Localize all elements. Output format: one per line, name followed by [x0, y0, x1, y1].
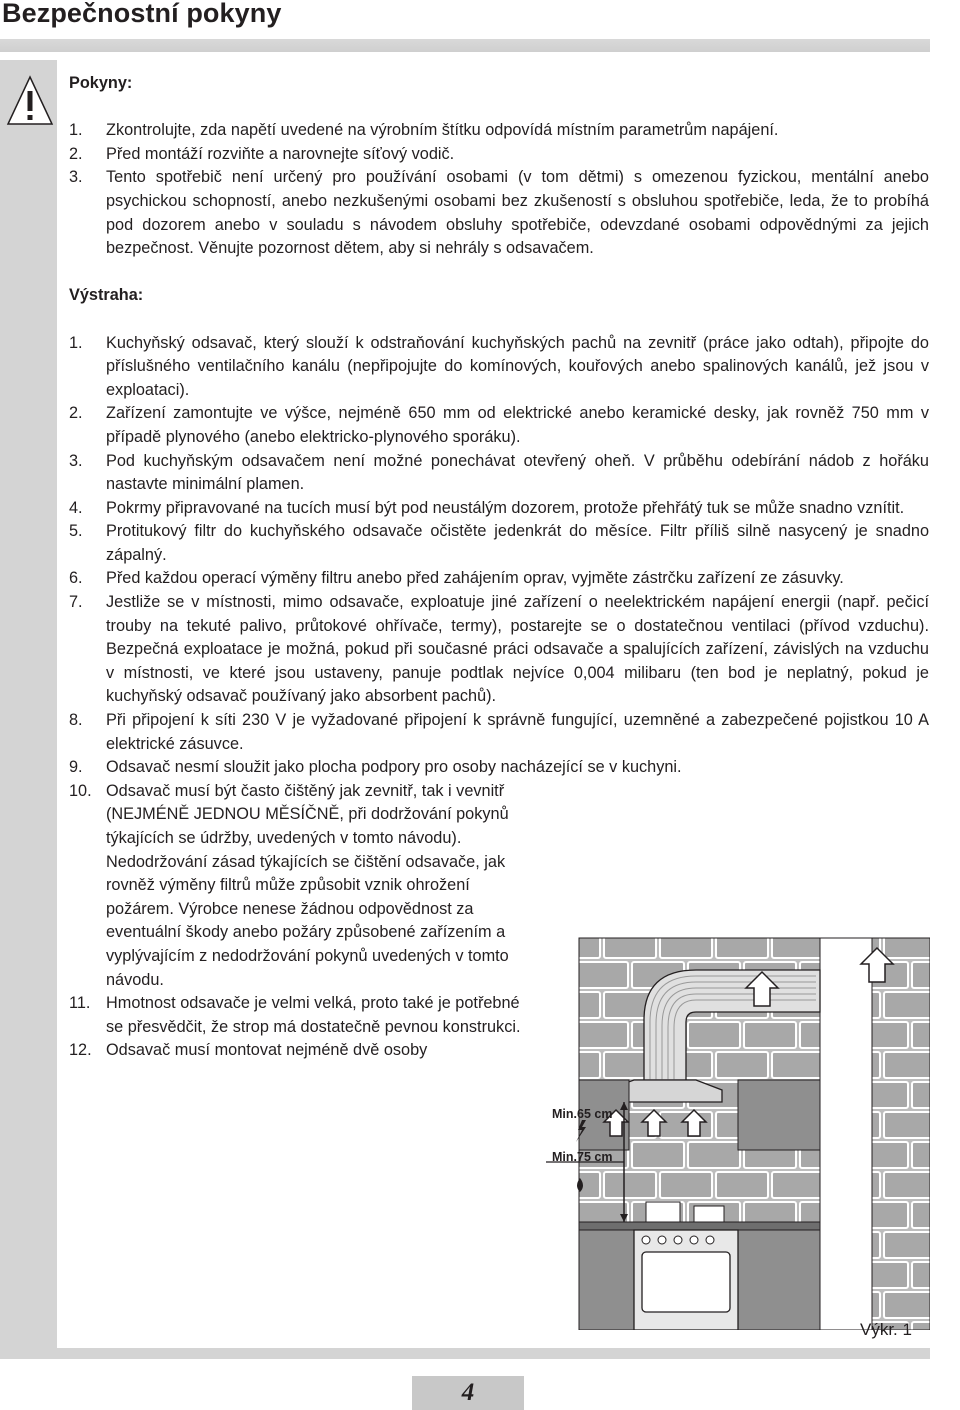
instructions-item: [69, 143, 929, 167]
item-number: 9.: [69, 758, 83, 777]
item-number: 10.: [69, 781, 92, 800]
warnings-item: [69, 756, 929, 780]
instructions-item: [69, 119, 929, 143]
warnings-heading: Výstraha:: [69, 286, 144, 305]
item-text: Pokrmy připravované na tucích musí být pod neustálým dozorem, protože přehřátý tuk se může snadno vznítit.: [106, 498, 905, 517]
label-min-65: Min.65 cm: [552, 1107, 613, 1121]
figure-caption: Výkr. 1: [860, 1320, 912, 1339]
item-number: 3.: [69, 451, 83, 470]
item-text: Odsavač musí montovat nejméně dvě osoby: [106, 1041, 428, 1060]
warnings-item: [69, 402, 929, 449]
page-number: 4: [461, 1379, 475, 1406]
warnings-item: [69, 992, 524, 1039]
item-text: Kuchyňský odsavač, který slouží k odstraňování kuchyňských pachů na zevnitř (práce jako odtah), připojte do příslušného ventilačního kanálu (nepřipojujte do komínových, kouřových anebo spalinových kanálů, jež jsou v exploataci).: [106, 333, 929, 399]
footer-bar: [0, 1348, 930, 1359]
page-title: Bezpečnostní pokyny: [2, 0, 282, 28]
warnings-item: [69, 709, 929, 756]
item-number: 1.: [69, 333, 83, 352]
item-text: Před montáží rozviňte a narovnejte síťový vodič.: [106, 144, 455, 163]
instructions-list: [69, 119, 929, 261]
item-number: 6.: [69, 569, 83, 588]
item-text: Zařízení zamontujte ve výšce, nejméně 650 mm od elektrické anebo keramické desky, jak rovněž 750 mm v případě plynového (anebo elektricko-plynového sporáku).: [106, 404, 929, 446]
side-bar: [0, 60, 57, 1350]
item-number: 7.: [69, 593, 83, 612]
instructions-item: [69, 166, 929, 260]
item-number: 3.: [69, 168, 83, 187]
item-text: Odsavač musí být často čištěný jak zevnitř, tak i vevnitř (NEJMÉNĚ JEDNOU MĚSÍČNĚ, při dodržování pokynů týkajících se údržby, uvedených v tomto návodu). Nedodržování zásad týkajících se čištění odsavače, jak rovněž výměny filtrů může způsobit vznik ohrožení požárem. Výrobce nenese žádnou odpovědnost za eventuální škody anebo požáry způsobené zařízením a vyplývajícím z nedodržování pokynů uvedených v tomto návodu.: [106, 781, 509, 989]
item-number: 5.: [69, 522, 83, 541]
header-bar: [0, 39, 930, 52]
item-text: Před každou operací výměny filtru anebo před zahájením oprav, vyjměte zástrčku zařízení ze zásuvky.: [106, 569, 844, 588]
item-text: Pod kuchyňským odsavačem není možné ponechávat otevřený oheň. V průběhu odebírání nádob z hořáku nastavte minimální plamen.: [106, 451, 929, 494]
warnings-item: [69, 520, 929, 567]
item-number: 1.: [69, 121, 83, 140]
item-number: 2.: [69, 404, 83, 423]
item-text: Zkontrolujte, zda napětí uvedené na výrobním štítku odpovídá místním parametrům napájení.: [106, 121, 779, 140]
kitchen-installation-diagram: [546, 930, 930, 1330]
warnings-item: [69, 567, 929, 591]
item-text: Protitukový filtr do kuchyňského odsavače očistěte jedenkrát do měsíce. Filtr příliš silně nasycený je snadno zápalný.: [106, 522, 929, 564]
item-number: 12.: [69, 1041, 92, 1060]
item-text: Odsavač nesmí sloužit jako plocha podpory pro osoby nacházející se v kuchyni.: [106, 758, 682, 777]
warnings-item: [69, 497, 929, 521]
page-number-box: [412, 1376, 524, 1410]
item-text: Jestliže se v místnosti, mimo odsavače, exploatuje jiné zařízení o neelektrickém napájení energii (např. pečicí trouby na tekuté palivo, průtokové ohřívače, termy), postarejte se o dostatečnou ventilaci (přívod vzduchu). Bezpečná exploatace je možná, pokud při současné práci odsavače a spalujících zařízení, závislých na vzduchu v místnosti, ve které jsou ustaveny, panuje podtlak nejvíce 0,004 milibaru (ten bod je neplatný, pokud je kuchyňský odsavač používaný jako absorbent pachů).: [106, 593, 929, 706]
item-text: Při připojení k síti 230 V je vyžadované připojení k správně fungující, uzemněné a zabezpečené pojistkou 10 A elektrické zásuvce.: [106, 711, 929, 753]
warning-triangle-icon: [6, 74, 54, 130]
warnings-item: [69, 1039, 524, 1063]
item-number: 11.: [69, 994, 91, 1013]
item-number: 4.: [69, 498, 83, 517]
item-number: 8.: [69, 711, 83, 730]
warnings-item: [69, 780, 524, 992]
item-text: Tento spotřebič není určený pro používání osobami (v tom dětmi) s omezenou fyzickou, mentální anebo psychickou schopností, anebo nezkušenými osobami bez zkušeností s obsluhou spotřebiče, leda, že to probíhá pod dozorem anebo v souladu s návodem obsluhy spotřebiče, odevzdané osobami odpovědnými za jejich bezpečnost. Věnujte pozornost dětem, aby si nehrály s odsavačem.: [106, 168, 929, 258]
warnings-item: [69, 591, 929, 709]
label-min-75: Min.75 cm: [552, 1150, 613, 1164]
instructions-heading: Pokyny:: [69, 74, 133, 92]
warnings-item: [69, 450, 929, 497]
content: [69, 72, 929, 1063]
warnings-item: [69, 332, 929, 403]
item-number: 2.: [69, 144, 83, 163]
item-text: Hmotnost odsavače je velmi velká, proto také je potřebné se přesvědčit, že strop má dostatečně pevnou konstrukci.: [106, 994, 521, 1036]
